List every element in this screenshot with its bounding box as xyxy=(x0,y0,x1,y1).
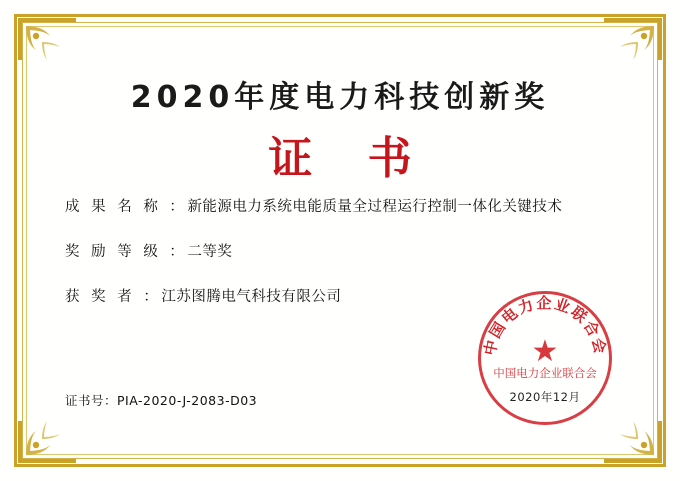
field-label-award-level: 奖 励 等 级 ： xyxy=(65,244,188,260)
certificate-serial-number: 证书号：PIA-2020-J-2083-D03 xyxy=(65,393,258,408)
seal-star-icon: ★ xyxy=(531,335,559,368)
field-row xyxy=(65,240,630,261)
page-title: 2020年度电力科技创新奖 xyxy=(130,80,550,115)
field-label-recipient: 获 奖 者 ： xyxy=(65,289,162,305)
certificate-content xyxy=(40,40,640,441)
official-seal xyxy=(478,291,612,425)
seal-center-text: 中国电力企业联合会 xyxy=(493,366,597,380)
field-row xyxy=(65,195,630,216)
svg-text:中国电力企业联合会: 中国电力企业联合会 xyxy=(480,294,610,357)
field-label-achievement-name: 成 果 名 称 ： xyxy=(65,199,188,215)
field-value-achievement-name: 新能源电力系统电能质量全过程运行控制一体化关键技术 xyxy=(187,199,563,215)
seal-date: 2020年12月 xyxy=(509,390,581,404)
field-value-recipient: 江苏图腾电气科技有限公司 xyxy=(161,289,342,305)
certificate-subtitle: 证 书 xyxy=(268,133,432,184)
field-value-award-level: 二等奖 xyxy=(187,244,233,260)
